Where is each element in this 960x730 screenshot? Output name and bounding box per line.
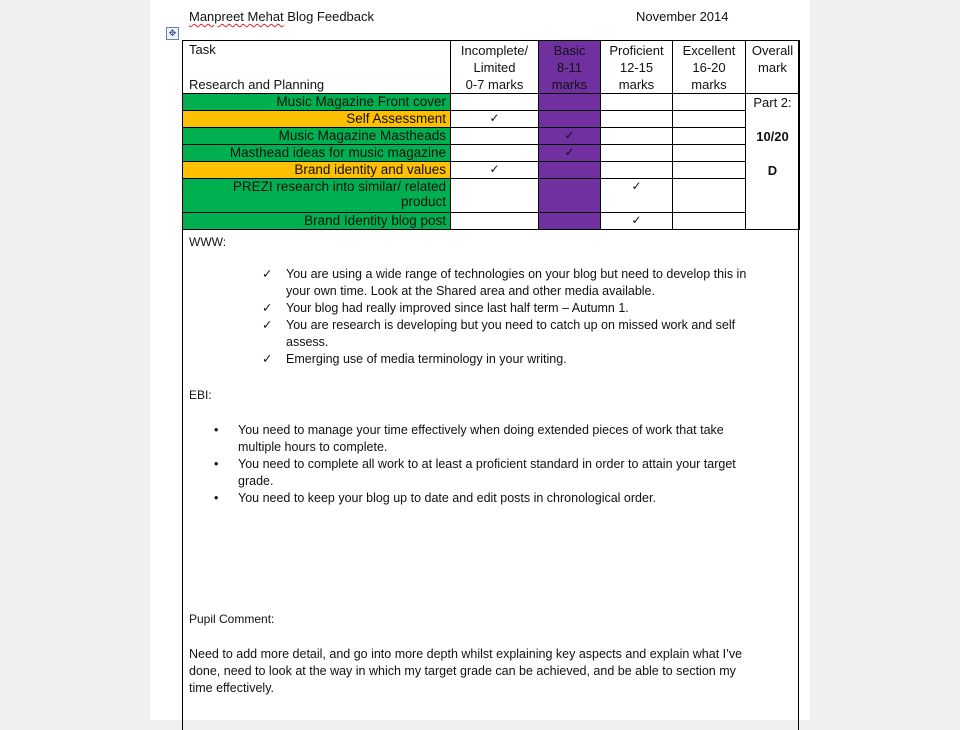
task-name: Brand identity and values [183, 162, 451, 179]
section-label: Research and Planning [189, 77, 325, 92]
marks-table [182, 40, 800, 230]
www-list [262, 266, 792, 368]
list-item: ✓ You are research is developing but you need to catch up on missed work and self assess. [262, 318, 736, 349]
tick-excellent [673, 179, 746, 213]
tick-proficient [601, 145, 673, 162]
list-item: ✓ You are using a wide range of technologies on your blog but need to develop this in your own time. Look at the Shared area and other media available. [262, 267, 747, 298]
tick-proficient [601, 162, 673, 179]
tick-excellent [673, 128, 746, 145]
tick-excellent [673, 145, 746, 162]
table-row [183, 145, 800, 162]
bullet-icon: • [214, 457, 219, 471]
bullet-icon: • [214, 491, 219, 505]
task-label: Task [189, 42, 216, 57]
task-name: Music Magazine Mastheads [183, 128, 451, 145]
tick-proficient [601, 94, 673, 111]
overall-score: 10/20 [756, 129, 789, 144]
tick-basic: ✓ [539, 145, 601, 162]
overall-part: Part 2: [753, 95, 792, 110]
tick-incomplete [451, 179, 539, 213]
ebi-label: EBI: [189, 388, 212, 402]
col-incomplete: Incomplete/ Limited 0-7 marks [451, 41, 539, 94]
move-cross-icon[interactable]: ✥ [166, 27, 179, 40]
document-date: November 2014 [636, 9, 729, 24]
task-name: Music Magazine Front cover [183, 94, 451, 111]
tick-incomplete: ✓ [451, 111, 539, 128]
task-name: PREZI research into similar/ related product [183, 179, 451, 213]
table-row [183, 111, 800, 128]
ebi-list [214, 422, 794, 507]
tick-basic [539, 111, 601, 128]
tick-excellent [673, 111, 746, 128]
col-proficient: Proficient 12-15 marks [601, 41, 673, 94]
overall-mark-cell [746, 94, 800, 230]
tick-incomplete [451, 128, 539, 145]
pupil-comment-text: Need to add more detail, and go into more depth whilst explaining key aspects and explain what I’ve done, need to look at the way in which my target grade can be achieved, and be able to section my time effectively. [189, 647, 743, 695]
tick-excellent [673, 162, 746, 179]
table-header-row [183, 41, 800, 94]
table-row [183, 128, 800, 145]
list-item: ✓ Your blog had really improved since last half term – Autumn 1. [262, 301, 629, 315]
tick-basic [539, 213, 601, 230]
tick-proficient: ✓ [601, 213, 673, 230]
tick-incomplete: ✓ [451, 162, 539, 179]
check-icon: ✓ [262, 318, 273, 332]
list-item: • You need to complete all work to at least a proficient standard in order to attain your target grade. [214, 457, 736, 488]
task-name: Brand Identity blog post [183, 213, 451, 230]
tick-basic [539, 162, 601, 179]
tick-proficient [601, 111, 673, 128]
tick-excellent [673, 213, 746, 230]
tick-basic: ✓ [539, 128, 601, 145]
task-name: Self Assessment [183, 111, 451, 128]
check-icon: ✓ [262, 352, 273, 366]
www-label: WWW: [189, 235, 227, 249]
check-icon: ✓ [262, 301, 273, 315]
title-rest: Blog Feedback [283, 9, 375, 24]
list-item: ✓ Emerging use of media terminology in your writing. [262, 352, 567, 366]
tick-incomplete [451, 145, 539, 162]
table-row [183, 162, 800, 179]
tick-incomplete [451, 94, 539, 111]
table-row [183, 94, 800, 111]
tick-proficient [601, 128, 673, 145]
col-overall: Overall mark [746, 41, 800, 94]
overall-grade: D [767, 163, 778, 178]
tick-excellent [673, 94, 746, 111]
list-item: • You need to keep your blog up to date and edit posts in chronological order. [214, 491, 656, 505]
check-icon: ✓ [262, 267, 273, 281]
task-name: Masthead ideas for music magazine [183, 145, 451, 162]
student-name: Manpreet Mehat [189, 9, 284, 24]
table-row [183, 179, 800, 213]
tick-basic [539, 179, 601, 213]
tick-proficient: ✓ [601, 179, 673, 213]
document-title [189, 9, 374, 24]
table-row [183, 213, 800, 230]
tick-incomplete [451, 213, 539, 230]
col-excellent: Excellent 16-20 marks [673, 41, 746, 94]
list-item: • You need to manage your time effectively when doing extended pieces of work that take multiple hours to complete. [214, 423, 724, 454]
col-basic: Basic 8-11 marks [539, 41, 601, 94]
bullet-icon: • [214, 423, 219, 437]
pupil-comment-label: Pupil Comment: [189, 612, 275, 626]
task-header [183, 41, 451, 94]
tick-basic [539, 94, 601, 111]
